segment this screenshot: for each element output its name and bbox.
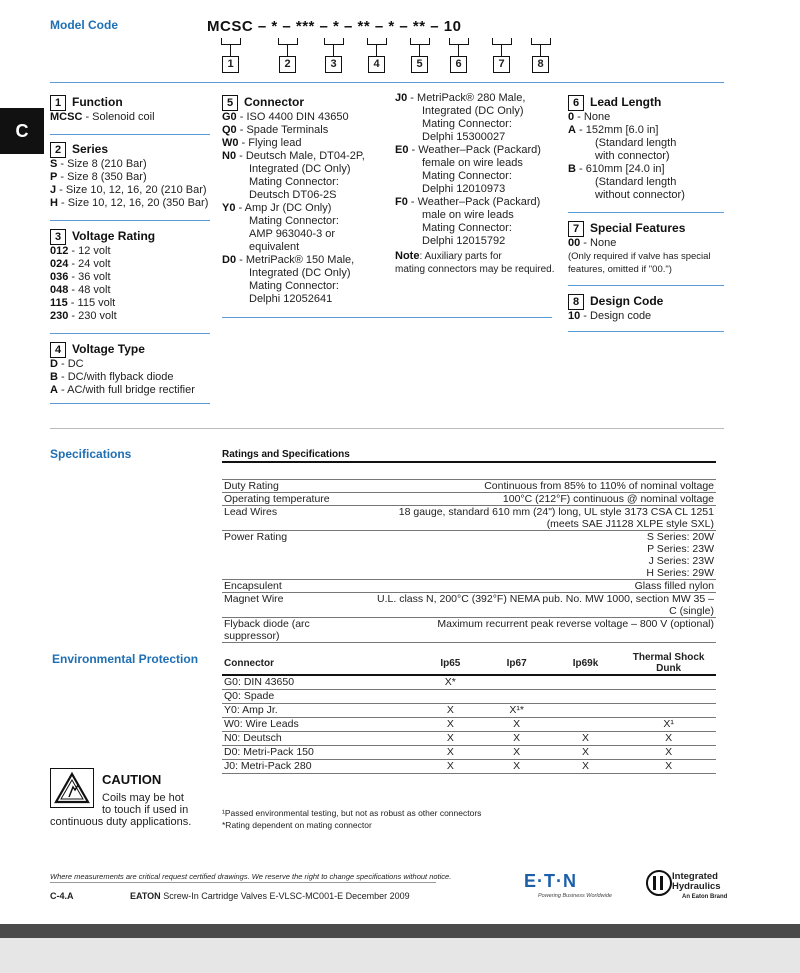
- caution-title: CAUTION: [102, 772, 162, 787]
- env-cell: X¹: [621, 718, 716, 732]
- connector-title: Connector: [244, 95, 304, 109]
- model-code-bracket: [531, 38, 551, 45]
- model-code-bracket: [449, 38, 469, 45]
- env-row: [222, 675, 716, 690]
- env-row: [222, 760, 716, 774]
- voltage-item: 024 - 24 volt: [50, 258, 111, 270]
- specifications-label: Specifications: [50, 447, 132, 461]
- design-code-num: 8: [568, 294, 584, 310]
- model-code-bracket: [324, 38, 344, 45]
- eaton-tagline: Powering Business Worldwide: [538, 893, 612, 899]
- voltage-rating-title: Voltage Rating: [72, 229, 156, 243]
- conn1-line: Mating Connector:: [249, 215, 339, 227]
- env-cell: [484, 690, 550, 704]
- env-cell: [550, 718, 621, 732]
- voltage-item: 048 - 48 volt: [50, 284, 111, 296]
- conn1-line: Q0 - Spade Terminals: [222, 124, 329, 136]
- conn1-line: AMP 963040-3 or: [249, 228, 336, 240]
- model-code-box: 7: [493, 56, 510, 73]
- model-code-bracket: [492, 38, 512, 45]
- conn2-line: female on wire leads: [422, 157, 523, 169]
- env-cell: J0: Metri-Pack 280: [222, 760, 417, 774]
- conn1-line: Y0 - Amp Jr (DC Only): [222, 202, 332, 214]
- env-cell: [550, 675, 621, 690]
- model-code-bracket: [221, 38, 241, 45]
- env-cell: [550, 690, 621, 704]
- eaton-logo: E·T·N: [524, 871, 577, 891]
- lead-length-section: [568, 95, 728, 202]
- environmental-table: [222, 652, 716, 774]
- connector-note-2: mating connectors may be required.: [395, 264, 555, 275]
- model-code-box: 1: [222, 56, 239, 73]
- env-header: Ip67: [484, 652, 550, 675]
- caution-line-2: to touch if used in: [102, 804, 189, 816]
- conn1-line: Mating Connector:: [249, 176, 339, 188]
- special-features-item: 00 - None: [568, 237, 617, 249]
- env-cell: X: [621, 760, 716, 774]
- conn1-line: N0 - Deutsch Male, DT04-2P,: [222, 150, 365, 162]
- voltage-item: 036 - 36 volt: [50, 271, 111, 283]
- env-row: [222, 732, 716, 746]
- conn1-line: equivalent: [249, 241, 300, 253]
- lead-line: B - 610mm [24.0 in]: [568, 163, 665, 175]
- spec-row: [222, 531, 716, 580]
- env-cell: X: [621, 746, 716, 760]
- function-title: Function: [72, 95, 123, 109]
- env-cell: X: [550, 746, 621, 760]
- viewer-bottom-bar: [0, 924, 800, 938]
- model-code-connector-line: [458, 44, 459, 56]
- voltage-type-section: [50, 342, 215, 397]
- env-cell: W0: Wire Leads: [222, 718, 417, 732]
- model-code-label: Model Code: [50, 18, 118, 32]
- series-num: 2: [50, 142, 66, 158]
- voltage-item: 230 - 230 volt: [50, 310, 117, 322]
- series-item: P - Size 8 (350 Bar): [50, 171, 147, 183]
- spec-table: [222, 479, 716, 643]
- voltage-type-item: A - AC/with full bridge rectifier: [50, 384, 195, 396]
- model-code-box: 2: [279, 56, 296, 73]
- model-code-connector-line: [419, 44, 420, 56]
- connector-section: [222, 95, 392, 306]
- connector-num: 5: [222, 95, 238, 111]
- model-code-bracket: [278, 38, 298, 45]
- lead-length-num: 6: [568, 95, 584, 111]
- env-row: [222, 746, 716, 760]
- voltage-item: 012 - 12 volt: [50, 245, 111, 257]
- voltage-item: 115 - 115 volt: [50, 297, 116, 309]
- model-code-box: 3: [325, 56, 342, 73]
- model-code-box: 4: [368, 56, 385, 73]
- conn2-line: Delphi 15300027: [422, 131, 506, 143]
- connector-continued: [395, 92, 560, 276]
- env-header: Ip65: [417, 652, 483, 675]
- function-section: [50, 95, 215, 124]
- model-code-bracket: [410, 38, 430, 45]
- env-cell: X: [484, 732, 550, 746]
- lead-line: 0 - None: [568, 111, 611, 123]
- conn1-line: Delphi 12052641: [249, 293, 333, 305]
- spec-key: Operating temperature: [224, 493, 330, 505]
- series-item: J - Size 10, 12, 16, 20 (210 Bar): [50, 184, 207, 196]
- lead-line: without connector): [595, 189, 685, 201]
- model-code-box: 5: [411, 56, 428, 73]
- ih-line-3: An Eaton Brand: [682, 894, 728, 900]
- env-row: [222, 718, 716, 732]
- env-row: [222, 704, 716, 718]
- model-code-box: 6: [450, 56, 467, 73]
- conn2-line: J0 - MetriPack® 280 Male,: [395, 92, 526, 104]
- model-code-bracket: [367, 38, 387, 45]
- spec-value: U.L. class N, 200°C (392°F) NEMA pub. No. MW 1000, section MW 35 – C (single): [377, 593, 714, 617]
- env-cell: G0: DIN 43650: [222, 675, 417, 690]
- spec-key: Power Rating: [224, 531, 288, 543]
- conn1-line: G0 - ISO 4400 DIN 43650: [222, 111, 349, 123]
- model-code-connector-line: [333, 44, 334, 56]
- env-cell: Y0: Amp Jr.: [222, 704, 417, 718]
- env-cell: X*: [417, 675, 483, 690]
- caution-line-3: continuous duty applications.: [50, 816, 192, 828]
- design-code-title: Design Code: [590, 294, 664, 308]
- conn1-line: D0 - MetriPack® 150 Male,: [222, 254, 355, 266]
- voltage-type-item: D - DC: [50, 358, 84, 370]
- integrated-hydraulics-logo-icon: [646, 870, 672, 896]
- series-title: Series: [72, 142, 109, 156]
- model-code-connector-line: [230, 44, 231, 56]
- spec-table-title: Ratings and Specifications: [222, 449, 350, 460]
- footer-page: C-4.A: [50, 891, 74, 901]
- conn2-line: Delphi 12015792: [422, 235, 506, 247]
- env-cell: N0: Deutsch: [222, 732, 417, 746]
- conn1-line: Integrated (DC Only): [249, 267, 351, 279]
- caution-line-1: Coils may be hot: [102, 792, 184, 804]
- env-cell: X: [417, 704, 483, 718]
- series-item: S - Size 8 (210 Bar): [50, 158, 147, 170]
- env-cell: X: [417, 760, 483, 774]
- lead-line: (Standard length: [595, 137, 677, 149]
- lead-length-title: Lead Length: [590, 95, 662, 109]
- env-cell: X: [484, 760, 550, 774]
- spec-key: Duty Rating: [224, 480, 279, 492]
- spec-row: [222, 580, 716, 593]
- env-cell: X: [550, 760, 621, 774]
- design-code-section: [568, 294, 728, 323]
- special-features-note-2: features, omitted if "00."): [568, 264, 672, 275]
- lead-line: (Standard length: [595, 176, 677, 188]
- caution-icon: [50, 768, 94, 808]
- spec-row: [222, 493, 716, 506]
- environmental-label: Environmental Protection: [52, 652, 199, 666]
- conn2-line: F0 - Weather–Pack (Packard): [395, 196, 541, 208]
- spec-value: Maximum recurrent peak reverse voltage – 800 V (optional): [437, 618, 714, 630]
- voltage-rating-section: [50, 229, 215, 323]
- model-code-connector-line: [287, 44, 288, 56]
- lead-line: with connector): [595, 150, 670, 162]
- env-cell: [621, 690, 716, 704]
- env-cell: [484, 675, 550, 690]
- spec-value: 100°C (212°F) continuous @ nominal voltage: [502, 493, 714, 505]
- spec-key: Flyback diode (arc suppressor): [224, 618, 310, 642]
- spec-row: [222, 480, 716, 493]
- spec-value: Continuous from 85% to 110% of nominal voltage: [484, 480, 714, 492]
- env-cell: X: [417, 746, 483, 760]
- env-header: Thermal Shock Dunk: [621, 652, 716, 675]
- env-cell: X: [484, 718, 550, 732]
- series-section: [50, 142, 215, 210]
- model-code-string: MCSC – * – *** – * – ** – * – ** – 10: [207, 18, 462, 35]
- env-cell: [621, 675, 716, 690]
- connector-note: Note: Auxiliary parts for: [395, 250, 502, 262]
- function-item: MCSC - Solenoid coil: [50, 111, 155, 123]
- spec-key: Encapsulent: [224, 580, 282, 592]
- conn2-line: Mating Connector:: [422, 222, 512, 234]
- lead-length-lines: [568, 111, 728, 202]
- voltage-rating-num: 3: [50, 229, 66, 245]
- ih-line-1: Integrated: [672, 871, 718, 882]
- special-features-section: [568, 221, 728, 276]
- connector-lines-2: [395, 92, 560, 248]
- lead-line: A - 152mm [6.0 in]: [568, 124, 659, 136]
- ih-line-2: Hydraulics: [672, 881, 721, 892]
- special-features-num: 7: [568, 221, 584, 237]
- env-header: Ip69k: [550, 652, 621, 675]
- conn2-line: E0 - Weather–Pack (Packard): [395, 144, 541, 156]
- voltage-type-num: 4: [50, 342, 66, 358]
- spec-value: 18 gauge, standard 610 mm (24") long, UL style 3173 CSA CL 1251 (meets SAE J1128 XLPE style SXL): [398, 506, 714, 530]
- spec-row: [222, 618, 716, 643]
- design-code-item: 10 - Design code: [568, 310, 652, 322]
- env-cell: D0: Metri-Pack 150: [222, 746, 417, 760]
- special-features-title: Special Features: [590, 221, 686, 235]
- footer-doc-line: EATON Screw-In Cartridge Valves E-VLSC-MC001-E December 2009: [130, 891, 410, 901]
- conn1-line: Integrated (DC Only): [249, 163, 351, 175]
- env-cell: [550, 704, 621, 718]
- model-code-connector-line: [540, 44, 541, 56]
- conn1-line: Deutsch DT06-2S: [249, 189, 337, 201]
- series-item: H - Size 10, 12, 16, 20 (350 Bar): [50, 197, 209, 209]
- spec-key: Magnet Wire: [224, 593, 284, 605]
- model-code-connector-line: [376, 44, 377, 56]
- env-cell: X: [621, 732, 716, 746]
- special-features-note: (Only required if valve has special: [568, 251, 711, 262]
- spec-value: S Series: 20W P Series: 23W J Series: 23W H Series: 29W: [646, 531, 714, 579]
- footer-disclaimer: Where measurements are critical request certified drawings. We reserve the right to change specifications without notice.: [50, 872, 452, 881]
- spec-key: Lead Wires: [224, 506, 278, 518]
- env-header: Connector: [222, 652, 417, 675]
- env-cell: X: [550, 732, 621, 746]
- spec-value: Glass filled nylon: [634, 580, 714, 592]
- model-code-box: 8: [532, 56, 549, 73]
- model-code-connector-line: [501, 44, 502, 56]
- env-cell: X: [417, 718, 483, 732]
- conn2-line: male on wire leads: [422, 209, 514, 221]
- env-cell: Q0: Spade: [222, 690, 417, 704]
- env-row: [222, 690, 716, 704]
- conn2-line: Mating Connector:: [422, 170, 512, 182]
- env-footnote-1: ¹Passed environmental testing, but not as robust as other connectors: [222, 808, 482, 818]
- conn2-line: Mating Connector:: [422, 118, 512, 130]
- env-cell: X¹*: [484, 704, 550, 718]
- connector-lines: [222, 111, 392, 306]
- conn1-line: W0 - Flying lead: [222, 137, 302, 149]
- env-cell: [621, 704, 716, 718]
- conn2-line: Delphi 12010973: [422, 183, 506, 195]
- conn2-line: Integrated (DC Only): [422, 105, 524, 117]
- section-tab: C: [0, 108, 44, 154]
- voltage-type-title: Voltage Type: [72, 342, 145, 356]
- env-cell: X: [484, 746, 550, 760]
- env-cell: [417, 690, 483, 704]
- conn1-line: Mating Connector:: [249, 280, 339, 292]
- env-footnote-2: *Rating dependent on mating connector: [222, 820, 372, 830]
- spec-row: [222, 506, 716, 531]
- spec-row: [222, 593, 716, 618]
- voltage-type-item: B - DC/with flyback diode: [50, 371, 174, 383]
- viewer-background: [0, 938, 800, 973]
- function-num: 1: [50, 95, 66, 111]
- env-cell: X: [417, 732, 483, 746]
